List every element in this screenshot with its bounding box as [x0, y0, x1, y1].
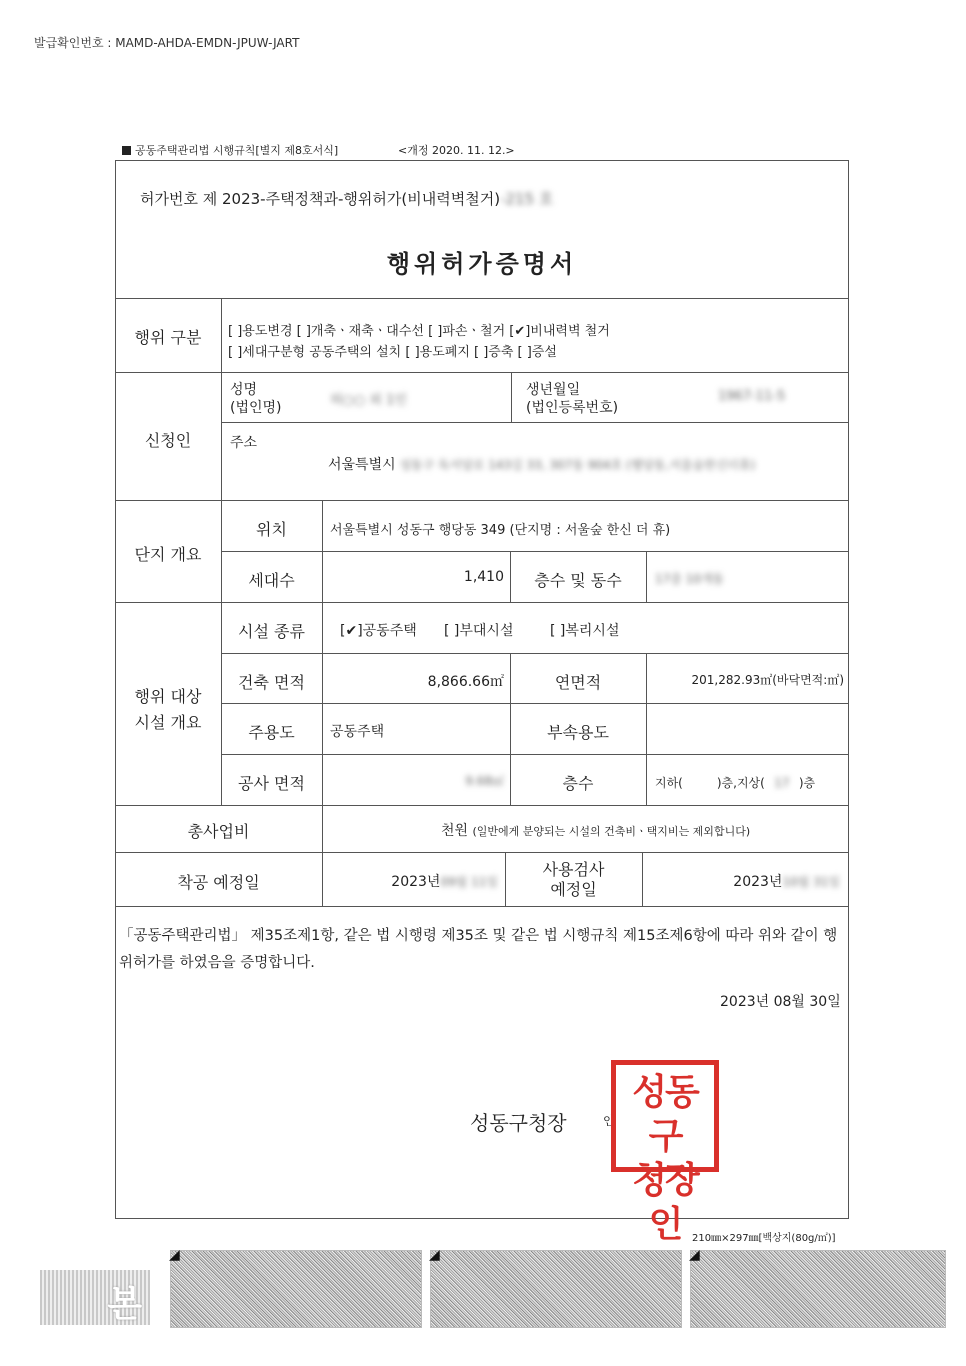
address-value — [328, 454, 755, 474]
total-cost-label: 총사업비 — [187, 822, 250, 841]
address-label: 주소 — [230, 435, 258, 451]
security-barcode-1 — [169, 1247, 422, 1328]
permit-number-suffix: -215 호 — [500, 190, 554, 208]
paper-spec: 210㎜×297㎜[백상지(80g/㎡)] — [692, 1233, 836, 1244]
households-label: 세대수 — [248, 571, 295, 590]
facility-label — [115, 684, 221, 736]
corner-marker-icon: ◢ — [169, 1247, 180, 1263]
stamp-line-1: 성동구 — [632, 1072, 698, 1157]
security-barcode-3 — [689, 1247, 946, 1328]
kind-welfare: [ ]복리시설 — [550, 623, 620, 639]
start-date-label: 착공 예정일 — [177, 873, 260, 892]
birth-value: 1967-11-5 — [718, 389, 786, 404]
official-seal-stamp — [611, 1060, 719, 1245]
form-note — [122, 142, 338, 158]
floors-buildings-value: 17층 10개동 — [655, 572, 725, 586]
issue-number: 발급확인번호 : MAMD-AHDA-EMDN-JPUW-JART — [34, 36, 300, 50]
kind-subsidiary: [ ]부대시설 — [444, 623, 514, 639]
document-title: 행위허가증명서 — [386, 250, 578, 278]
facility-floors-value — [655, 774, 815, 791]
building-area-value: 8,866.66㎡ — [427, 674, 504, 690]
sub-use-label: 부속용도 — [547, 723, 609, 742]
floors-above: 17 — [774, 776, 790, 790]
copy-mark-text: 본 — [107, 1284, 142, 1325]
inspection-date-value — [642, 871, 840, 891]
inspection-year: 2023년 — [733, 874, 783, 890]
action-type-label: 행위 구분 — [134, 328, 202, 347]
address-detail: 성동구 독서당로 143길 33, 307동 904호 (행당동,서울숲한신더휴) — [395, 458, 756, 472]
total-area-value: 201,282.93㎡(바닥면적:㎡) — [691, 673, 844, 687]
issue-date: 2023년 08월 30일 — [720, 994, 841, 1010]
facility-kind-label: 시설 종류 — [238, 622, 305, 641]
applicant-label: 신청인 — [144, 431, 192, 450]
action-type-line-1: [ ]용도변경 [ ]개축ㆍ재축ㆍ대수선 [ ]파손ㆍ철거 [✔]비내력벽 철거 — [228, 324, 610, 339]
inspection-month-day: 10월 31일 — [782, 875, 840, 889]
name-label: 성명 (법인명) — [230, 382, 282, 416]
action-type-line-2: [ ]세대구분형 공동주택의 설치 [ ]용도폐지 [ ]증축 [ ]증설 — [228, 345, 557, 360]
permit-number — [140, 188, 553, 209]
seal-mark: 인 — [603, 1114, 615, 1128]
name-value: 허○○ 외 1인 — [330, 393, 407, 408]
complex-label: 단지 개요 — [134, 545, 202, 564]
start-year: 2023년 — [391, 874, 441, 890]
facility-label-2: 시설 개요 — [134, 713, 202, 732]
form-note-text: 공동주택관리법 시행규칙[별지 제8호서식] — [135, 144, 339, 157]
total-area-label: 연면적 — [554, 673, 602, 692]
total-cost-value — [441, 820, 750, 840]
issuer-name: 성동구청장 — [470, 1111, 567, 1135]
floors-mid: )층,지상( — [716, 776, 765, 790]
corner-marker-icon: ◢ — [429, 1247, 440, 1263]
stamp-line-2: 청장인 — [632, 1160, 698, 1245]
start-month-day: 09월 11일 — [440, 875, 498, 889]
certification-statement: 「공동주택관리법」 제35조제1항, 같은 법 시행령 제35조 및 같은 법 시행규칙 제15조제6항에 따라 위와 같이 행위허가를 하였음을 증명합니다. — [119, 928, 838, 971]
total-cost-unit: 천원 — [441, 823, 469, 839]
birth-label: 생년월일 (법인등록번호) — [526, 382, 619, 416]
start-date-value — [322, 871, 498, 891]
work-area-label: 공사 면적 — [238, 774, 305, 793]
inspection-date-label: 사용검사 예정일 — [542, 860, 605, 899]
square-icon — [122, 146, 131, 155]
floors-buildings-label: 층수 및 동수 — [534, 571, 622, 590]
location-label: 위치 — [256, 520, 287, 539]
main-use-value: 공동주택 — [330, 724, 385, 740]
copy-mark — [40, 1270, 150, 1325]
facility-label-1: 행위 대상 — [134, 687, 202, 706]
permit-number-text: 허가번호 제 2023-주택정책과-행위허가(비내력벽철거) — [140, 190, 501, 208]
facility-floors-label: 층수 — [562, 774, 594, 793]
revision-note: <개정 2020. 11. 12.> — [398, 144, 515, 157]
work-area-value: 9.68㎡ — [465, 774, 504, 788]
total-cost-note: (일반에게 분양되는 시설의 건축비ㆍ택지비는 제외합니다) — [472, 825, 751, 838]
households-value: 1,410 — [463, 569, 504, 585]
floors-basement: 지하( — [655, 776, 683, 790]
main-use-label: 주용도 — [248, 723, 295, 742]
corner-marker-icon: ◢ — [689, 1247, 700, 1263]
location-value: 서울특별시 성동구 행당동 349 (단지명 : 서울숲 한신 더 휴) — [330, 523, 671, 538]
address-city: 서울특별시 — [328, 457, 396, 473]
security-barcode-2 — [429, 1247, 682, 1328]
floors-end: )층 — [798, 776, 816, 790]
building-area-label: 건축 면적 — [238, 673, 305, 692]
kind-apartment: [✔]공동주택 — [340, 623, 417, 639]
